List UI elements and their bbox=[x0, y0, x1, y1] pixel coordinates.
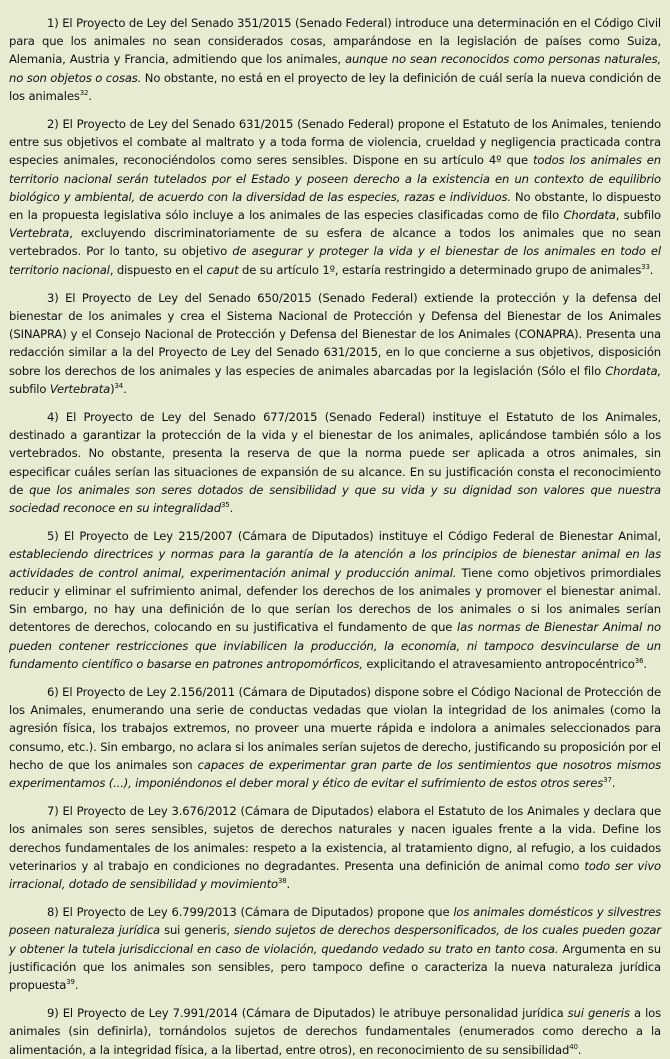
text-segment: . bbox=[88, 88, 92, 103]
text-segment: de asegurar y proteger la vida y el bienestar de los animales en todo el territorio nacional bbox=[9, 244, 661, 277]
paragraph-4 bbox=[9, 408, 661, 517]
text-segment: estableciendo directrices y normas para la garantía de la atención a los principios de bienestar animal en las actividades de control animal, experimentación animal y producción animal. bbox=[9, 547, 661, 580]
text-segment: Chordata, bbox=[605, 363, 661, 378]
text-segment: . bbox=[229, 501, 234, 516]
text-segment: 3) El Proyecto de Ley del Senado 650/2015 (Senado Federal) extiende la protección y la defensa del bienestar de los animales y crea el Sistema Nacional de Protección y Defensa del Bienestar de los Animales (SINAPRA) y el Consejo Nacional de Protección y Defensa del Bienestar de los Animales (CONAPRA). Presenta una redacción similar a la del Proyecto de Ley del Senado 631/2015, en lo que concierne a sus objetivos, disposición sobre los derechos de los animales y las especies de animales abarcadas por la legislación (Sólo el filo bbox=[9, 290, 661, 378]
text-segment: , excluyendo discriminatoriamente de su esfera de alcance a todos los animales que no sean vertebrados. Por lo tanto, su objetivo bbox=[9, 226, 661, 259]
text-segment: 1) El Proyecto de Ley del Senado 351/2015 (Senado Federal) introduce una determinación en el Código Civil para que los animales no sean considerados cosas, amparándose en la legislación de países como Suiza, Alemania, Austria y Francia, admitiendo que los animales, bbox=[9, 16, 661, 67]
text-segment: 5) El Proyecto de Ley 215/2007 (Cámara de Diputados) instituye el Código Federal de Bienestar Animal, bbox=[47, 529, 661, 544]
paragraph-8 bbox=[9, 903, 661, 994]
text-segment: , dispuesto en el bbox=[109, 262, 207, 277]
paragraph-1 bbox=[9, 14, 661, 105]
paragraph-9 bbox=[9, 1004, 661, 1059]
footnote-ref: 36 bbox=[634, 656, 644, 665]
text-segment: todo ser vivo irracional, dotado de sensibilidad y movimiento bbox=[9, 858, 661, 891]
text-segment: . bbox=[123, 381, 127, 396]
text-segment: que los animales son seres dotados de sensibilidad y que su vida y su dignidad son valores que nuestra sociedad reconoce en su integralidad bbox=[9, 482, 661, 516]
text-segment: 8) El Proyecto de Ley 6.799/2013 (Cámara de Diputados) propone que bbox=[47, 905, 454, 920]
text-segment: . bbox=[286, 876, 291, 891]
text-segment: 9) El Proyecto de Ley 7.991/2014 (Cámara de Diputados) le atribuye personalidad jurídica bbox=[47, 1006, 568, 1021]
text-segment: ) bbox=[110, 381, 115, 396]
text-segment: siendo sujetos de derechos despersonificados, de los cuales pueden gozar y obtener la tutela jurisdiccional en caso de violación, quedando vedado su trato en tanto cosa. bbox=[9, 923, 661, 956]
text-segment: , subfilo bbox=[615, 208, 661, 223]
text-segment: . bbox=[74, 977, 79, 992]
paragraph-5 bbox=[9, 527, 661, 673]
text-segment: a los animales (sin definirla), tornándolos sujetos de derechos fundamentales (enumerados como derecho a la alimentación, a la integridad física, a la libertad, entre otros), en reconocimiento de su sensibilidad bbox=[9, 1006, 661, 1057]
text-segment: capaces de experimentar gran parte de los sentimientos que nosotros mismos experimentamos (...), imponiéndonos el deber moral y ético de evitar el sufrimiento de estos otros seres bbox=[9, 757, 661, 790]
footnote-ref: 35 bbox=[220, 501, 230, 510]
paragraph-6 bbox=[9, 683, 661, 792]
text-segment: 2) El Proyecto de Ley del Senado 631/2015 (Senado Federal) propone el Estatuto de los Animales, teniendo entre sus objetivos el combate al maltrato y a toda forma de violencia, crueldad y negligencia practicada contra especies animales, reconociéndolos como seres sensibles. Dispone en su artículo 4º que bbox=[9, 117, 661, 168]
text-segment: todos los animales en territorio nacional serán tutelados por el Estado y poseen derecho a la existencia en un contexto de equilibrio biológico y ambiental, de acuerdo con la diversidad de las especies, razas e individuos. bbox=[9, 153, 661, 204]
footnote-ref: 32 bbox=[79, 88, 89, 97]
text-segment: . bbox=[649, 262, 654, 277]
footnote-ref: 37 bbox=[603, 775, 612, 784]
text-segment: No obstante, no está en el proyecto de ley la definición de cuál sería la nueva condición de los animales bbox=[9, 70, 661, 103]
text-segment: aunque no sean reconocidos como personas naturales, no son objetos o cosas. bbox=[9, 52, 661, 85]
text-segment: Argumenta en su justificación que los animales son sensibles, pero tampoco define o caracteriza la nueva naturaleza jurídica propuesta bbox=[9, 941, 661, 992]
text-segment: explicitando el atravesamiento antropocéntrico bbox=[362, 656, 635, 671]
text-segment: No obstante, lo dispuesto en la propuesta legislativa sólo incluye a los animales de las especies clasificadas como de filo bbox=[9, 189, 661, 223]
paragraph-2 bbox=[9, 115, 661, 279]
text-segment: sui generis, bbox=[160, 923, 234, 938]
footnote-ref: 38 bbox=[277, 876, 287, 885]
footnote-ref: 33 bbox=[641, 262, 650, 271]
text-segment: Chordata bbox=[563, 208, 616, 223]
footnote-ref: 40 bbox=[569, 1042, 578, 1051]
footnote-ref: 39 bbox=[66, 977, 75, 986]
text-segment: 4) El Proyecto de Ley del Senado 677/2015 (Senado Federal) instituye el Estatuto de los Animales, destinado a garantizar la protección de la vida y el bienestar de los animales, aplicándose también sólo a los vertebrados. No obstante, presenta la reserva de que la norma puede ser aplicada a otros animales, sin especificar cuáles serían las situaciones de expansión de su alcance. En su justificación consta el reconocimiento de bbox=[9, 410, 661, 497]
paragraph-3 bbox=[9, 289, 661, 398]
text-segment: . bbox=[643, 656, 647, 671]
text-segment: las normas de Bienestar Animal no pueden contener restricciones que inviabilicen la producción, la economía, ni tampoco desvincularse de un fundamento científico o basarse en patrones antropomórficos, bbox=[9, 620, 662, 671]
text-segment: Tiene como objetivos primordiales reducir y eliminar el sufrimiento animal, defender los derechos de los animales y promover el bienestar animal. Sin embargo, no hay una definición de lo que serían los derechos de los animales o si los animales serían detentores de derechos, colocando en su justificativa el fundamento de que bbox=[9, 565, 661, 635]
paragraph-7 bbox=[9, 802, 661, 893]
text-segment: los animales domésticos y silvestres poseen naturaleza jurídica bbox=[9, 905, 661, 938]
text-segment: de su artículo 1º, estaría restringido a determinado grupo de animales bbox=[238, 262, 642, 277]
text-segment: 6) El Proyecto de Ley 2.156/2011 (Cámara de Diputados) dispone sobre el Código Nacional de Protección de los Animales, enumerando una serie de conductas vedadas que violan la integridad de los animales (como la agresión física, los trabajos extremos, no proveer una muerte rápida e indolora a animales seleccionados para consumo, etc.). Sin embargo, no aclara si los animales serían sujetos de derecho, justificando su proposición por el hecho de que los animales son bbox=[9, 684, 661, 772]
text-segment: . bbox=[611, 775, 616, 790]
text-segment: Vertebrata bbox=[9, 226, 70, 241]
footnote-ref: 34 bbox=[114, 381, 124, 390]
text-segment: sui generis bbox=[567, 1006, 630, 1021]
text-segment: . bbox=[577, 1042, 582, 1057]
text-segment: subfilo bbox=[9, 381, 50, 396]
text-segment: 7) El Proyecto de Ley 3.676/2012 (Cámara de Diputados) elabora el Estatuto de los Animales y declara que los animales son seres sensibles, sujetos de derechos naturales y nacen iguales frente a la vida. Define los derechos fundamentales de los animales: respeto a la existencia, al tratamiento digno, al refugio, a los cuidados veterinarios y al trabajo en condiciones no degradantes. Presenta una definición de animal como bbox=[9, 804, 661, 873]
text-segment: Vertebrata bbox=[49, 381, 111, 396]
text-segment: caput bbox=[206, 262, 239, 277]
